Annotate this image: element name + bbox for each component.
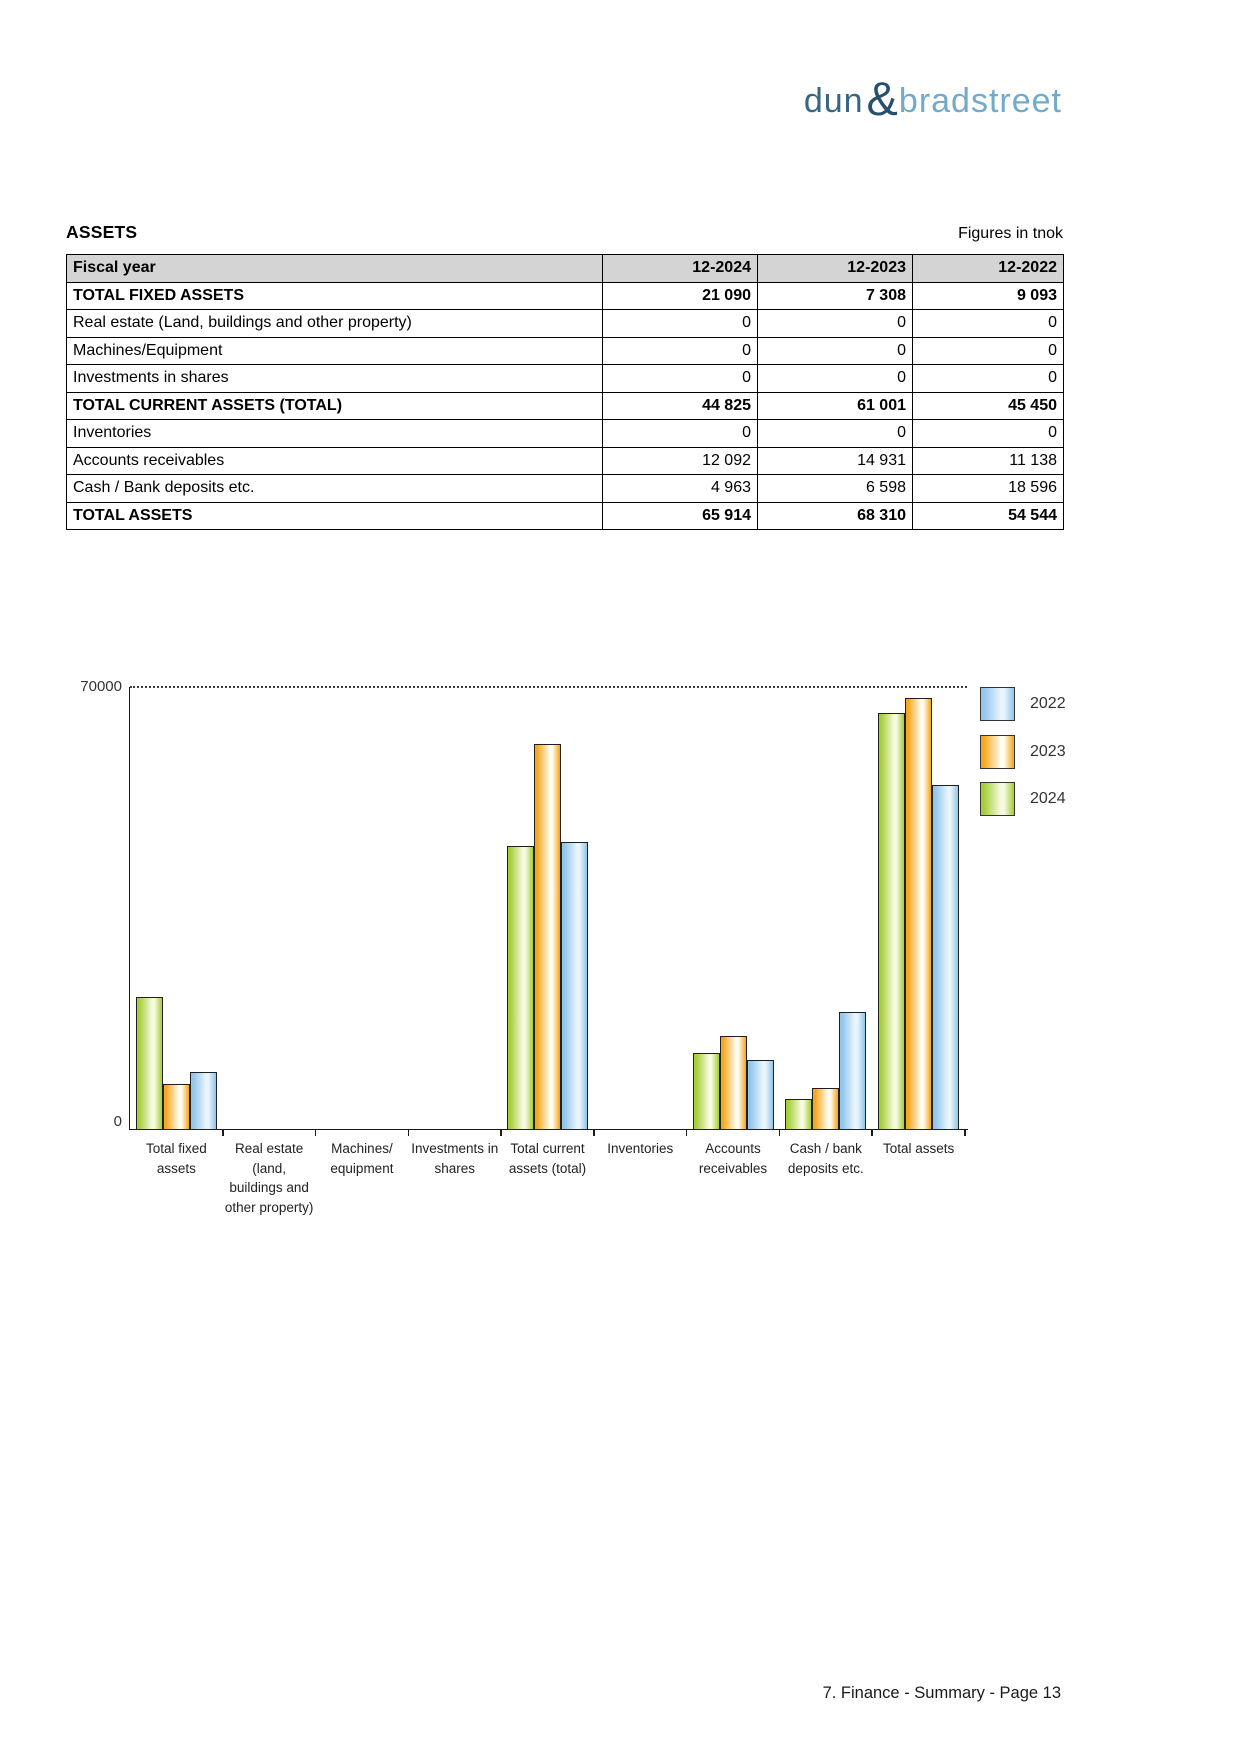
table-row xyxy=(67,310,1064,338)
bar-2023-0 xyxy=(163,1084,190,1130)
category-label-3: Investments in shares xyxy=(411,1141,499,1176)
row-value-cell-2: 0 xyxy=(913,365,1064,393)
x-axis-tick xyxy=(222,1130,224,1136)
legend-label-2022: 2022 xyxy=(1030,695,1066,712)
bar-2023-8 xyxy=(905,698,932,1130)
fiscal-year-table xyxy=(66,254,1064,530)
x-axis-tick xyxy=(871,1130,873,1136)
row-value-cell-2: 0 xyxy=(913,310,1064,338)
year-column-header-1: 12-2023 xyxy=(758,255,913,283)
row-value-cell-0: 0 xyxy=(603,337,758,365)
table-row xyxy=(67,365,1064,393)
x-axis-tick xyxy=(315,1130,317,1136)
category-label-8: Total assets xyxy=(882,1141,955,1156)
x-axis-tick xyxy=(408,1130,410,1136)
row-value-cell-1: 0 xyxy=(758,365,913,393)
legend-swatch-2022 xyxy=(980,687,1015,721)
category-label-2: Machines/ equipment xyxy=(330,1141,394,1176)
year-column-header-0: 12-2024 xyxy=(603,255,758,283)
row-value-cell-0: 0 xyxy=(603,365,758,393)
category-label-6: Accounts receivables xyxy=(698,1141,768,1176)
x-axis-tick xyxy=(779,1130,781,1136)
x-axis-tick xyxy=(964,1130,966,1136)
row-value-cell-0: 12 092 xyxy=(603,447,758,475)
table-row xyxy=(67,475,1064,503)
row-value-cell-2: 0 xyxy=(913,337,1064,365)
row-value-cell-1: 0 xyxy=(758,337,913,365)
y-axis-line xyxy=(129,687,131,1130)
row-label-cell: Machines/Equipment xyxy=(67,337,603,365)
bar-2023-4 xyxy=(534,744,561,1130)
category-label-1: Real estate (land, buildings and other property) xyxy=(224,1141,314,1215)
row-label-cell: Accounts receivables xyxy=(67,447,603,475)
row-label-cell: Real estate (Land, buildings and other property) xyxy=(67,310,603,338)
row-value-cell-2: 45 450 xyxy=(913,392,1064,420)
bar-2022-7 xyxy=(839,1012,866,1130)
bar-2024-8 xyxy=(878,713,905,1130)
row-value-cell-0: 0 xyxy=(603,310,758,338)
table-row xyxy=(67,420,1064,448)
row-value-cell-0: 21 090 xyxy=(603,282,758,310)
dun-and-bradstreet-logo xyxy=(804,68,1062,123)
table-row xyxy=(67,337,1064,365)
row-label-cell: TOTAL ASSETS xyxy=(67,502,603,530)
y-axis-label-zero: 0 xyxy=(113,1113,122,1130)
logo-ampersand-icon: & xyxy=(866,72,898,125)
unit-note-label: Figures in tnok xyxy=(958,225,1063,242)
fiscal-year-header-cell: Fiscal year xyxy=(67,255,603,283)
bar-2023-6 xyxy=(720,1036,747,1130)
bar-2022-8 xyxy=(932,785,959,1130)
category-label-4: Total current assets (total) xyxy=(508,1141,587,1176)
row-value-cell-2: 54 544 xyxy=(913,502,1064,530)
bar-2024-6 xyxy=(693,1053,720,1130)
y-axis-label-max: 70000 xyxy=(80,678,122,695)
page-footer: 7. Finance - Summary - Page 13 xyxy=(822,1684,1061,1702)
row-label-cell: TOTAL FIXED ASSETS xyxy=(67,282,603,310)
x-axis-tick xyxy=(686,1130,688,1136)
row-value-cell-1: 14 931 xyxy=(758,447,913,475)
legend-label-2024: 2024 xyxy=(1030,790,1066,807)
row-value-cell-0: 44 825 xyxy=(603,392,758,420)
logo-text-bradstreet: bradstreet xyxy=(898,82,1062,120)
table-row xyxy=(67,447,1064,475)
row-value-cell-2: 0 xyxy=(913,420,1064,448)
row-value-cell-1: 61 001 xyxy=(758,392,913,420)
legend-swatch-2024 xyxy=(980,782,1015,816)
category-label-7: Cash / bank deposits etc. xyxy=(787,1141,864,1176)
year-column-header-2: 12-2022 xyxy=(913,255,1064,283)
category-label-5: Inventories xyxy=(607,1141,674,1156)
row-label-cell: TOTAL CURRENT ASSETS (TOTAL) xyxy=(67,392,603,420)
row-value-cell-0: 4 963 xyxy=(603,475,758,503)
row-value-cell-0: 65 914 xyxy=(603,502,758,530)
gridline-70000 xyxy=(130,686,967,688)
table-row xyxy=(67,502,1064,530)
row-value-cell-1: 7 308 xyxy=(758,282,913,310)
assets-title: ASSETS xyxy=(66,222,138,242)
row-label-cell: Investments in shares xyxy=(67,365,603,393)
category-label-0: Total fixed assets xyxy=(145,1141,207,1176)
x-axis-tick xyxy=(500,1130,502,1136)
row-value-cell-2: 9 093 xyxy=(913,282,1064,310)
row-value-cell-2: 18 596 xyxy=(913,475,1064,503)
row-label-cell: Inventories xyxy=(67,420,603,448)
bar-2022-4 xyxy=(561,842,588,1130)
row-value-cell-1: 68 310 xyxy=(758,502,913,530)
table-row xyxy=(67,392,1064,420)
bar-2024-4 xyxy=(507,846,534,1130)
row-label-cell: Cash / Bank deposits etc. xyxy=(67,475,603,503)
bar-2024-0 xyxy=(136,997,163,1130)
x-axis-tick xyxy=(593,1130,595,1136)
table-row xyxy=(67,282,1064,310)
logo-text-dun: dun xyxy=(803,82,864,120)
row-value-cell-2: 11 138 xyxy=(913,447,1064,475)
legend-swatch-2023 xyxy=(980,735,1015,769)
section-title-row xyxy=(66,222,1063,243)
row-value-cell-0: 0 xyxy=(603,420,758,448)
legend-label-2023: 2023 xyxy=(1030,742,1066,760)
x-axis-line xyxy=(129,1129,968,1131)
row-value-cell-1: 0 xyxy=(758,310,913,338)
row-value-cell-1: 0 xyxy=(758,420,913,448)
bar-2023-7 xyxy=(812,1088,839,1130)
bar-2022-6 xyxy=(747,1060,774,1130)
bar-2024-7 xyxy=(785,1099,812,1130)
table-row xyxy=(67,255,1064,283)
bar-2022-0 xyxy=(190,1072,217,1130)
row-value-cell-1: 6 598 xyxy=(758,475,913,503)
